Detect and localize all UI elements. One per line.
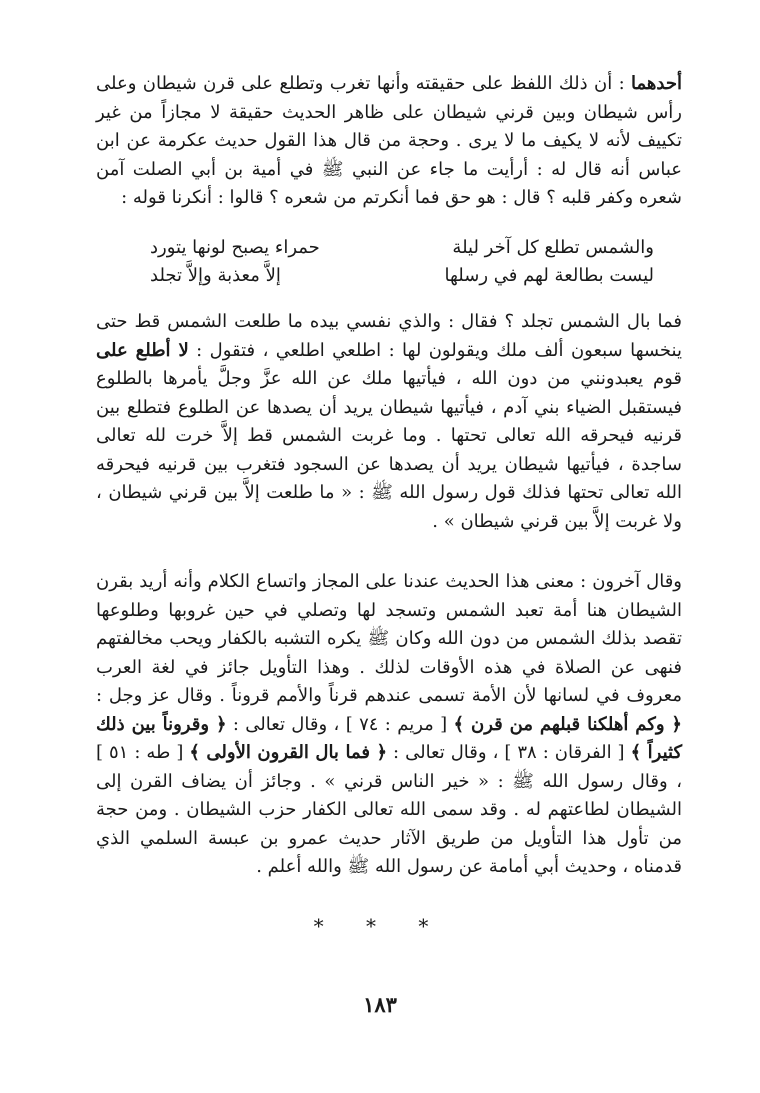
quran-quote: ﴿ فما بال القرون الأولى ﴾	[189, 742, 388, 763]
paragraph-text: قوم يعبدونني من دون الله ، فيأتيها ملك عن الله عزَّ وجلَّ يأمرها بالطلوع فيستقبل الضياء بني آدم ، فيأتيها شيطان يريد أن يصدها عن الطلوع فتطلع بين قرنيه فيحرقه الله تعالى تحتها . وما غربت الشمس قط إلاَّ خرت لله تعالى ساجدة ، فيأتيها شيطان يريد أن يصدها عن السجود فتغرب بين قرنيه فيحرقه الله تعالى تحتها فذلك قول رسول الله ﷺ : « ما طلعت إلاَّ بين قرني شيطان ، ولا غربت إلاَّ بين قرني شيطان » .	[96, 368, 682, 532]
poem	[150, 234, 654, 290]
poem-verse	[150, 262, 654, 290]
section-separator: * * *	[313, 914, 447, 938]
paragraph-first-view	[96, 70, 682, 213]
paragraph-text: فما بال الشمس تجلد ؟ فقال : والذي نفسي بيده ما طلعت الشمس قط حتى ينخسها سبعون ألف ملك ويقولون لها : اطلعي اطلعي ، فتقول :	[96, 311, 682, 361]
page-number: ١٨٣	[363, 992, 397, 1017]
paragraph-text: [ مريم : ٧٤ ] ، وقال تعالى :	[226, 713, 454, 735]
quran-quote: ﴿ وكم أهلكنا قبلهم من قرن ﴾	[453, 713, 682, 735]
paragraph-text: وقال آخرون : معنى هذا الحديث عندنا على المجاز واتساع الكلام وأنه أريد بقرن الشيطان هنا أمة تعبد الشمس وتسجد لها وتصلي في حين غروبها وطلوعها تقصد بذلك الشمس من دون الله وكان ﷺ يكره التشبه بالكفار ويحب مخالفتهم فنهى عن الصلاة في هذه الأوقات لذلك . وهذا التأويل جائز في لغة العرب معروف في لسانها لأن الأمة تسمى عندهم قرناً والأمم قروناً . وقال عز وجل :	[96, 571, 682, 706]
quran-quote: ﴿ وقروناً بين ذلك كثيراً ﴾	[96, 713, 683, 763]
poem-hemistich: حمراء يصبح لونها يتورد	[150, 237, 320, 258]
paragraph-hadith	[96, 308, 682, 536]
poem-hemistich: ليست بطالعة لهم في رسلها	[444, 265, 654, 286]
paragraph-text: [ طه : ٥١ ] ، وقال رسول الله ﷺ : « خير الناس قرني » . وجائز أن يضاف القرن إلى الشيطان لطاعتهم له . وقد سمى الله تعالى الكفار حزب الشيطان . ومن حجة من تأول هذا التأويل من طريق الآثار حديث عمرو بن عبسة السلمي الذي قدمناه ، وحديث أبي أمامة عن رسول الله ﷺ والله أعلم .	[96, 742, 682, 877]
paragraph-lead-word: أحدهما	[631, 73, 682, 94]
paragraph-text: [ الفرقان : ٣٨ ] ، وقال تعالى :	[387, 742, 631, 763]
poem-verse	[150, 234, 654, 262]
poem-hemistich: إلاَّ معذبة وإلاَّ تجلد	[150, 265, 281, 286]
paragraph-second-view	[96, 568, 682, 882]
paragraph-text: : أن ذلك اللفظ على حقيقته وأنها تغرب وتطلع على قرن شيطان وعلى رأس شيطان وبين قرني شيطان على ظاهر الحديث حقيقة لا مجازاً من غير تكييف لأنه لا يكيف ما لا يرى . وحجة من قال هذا القول حديث عكرمة عن ابن عباس أنه قال له : أرأيت ما جاء عن النبي ﷺ في أمية بن أبي الصلت آمن شعره وكفر قلبه ؟ قال : هو حق فما أنكرتم من شعره ؟ قالوا : أنكرنا قوله :	[96, 73, 682, 208]
poem-hemistich: والشمس تطلع كل آخر ليلة	[452, 237, 654, 258]
bold-phrase: لا أطلع على	[96, 339, 189, 361]
